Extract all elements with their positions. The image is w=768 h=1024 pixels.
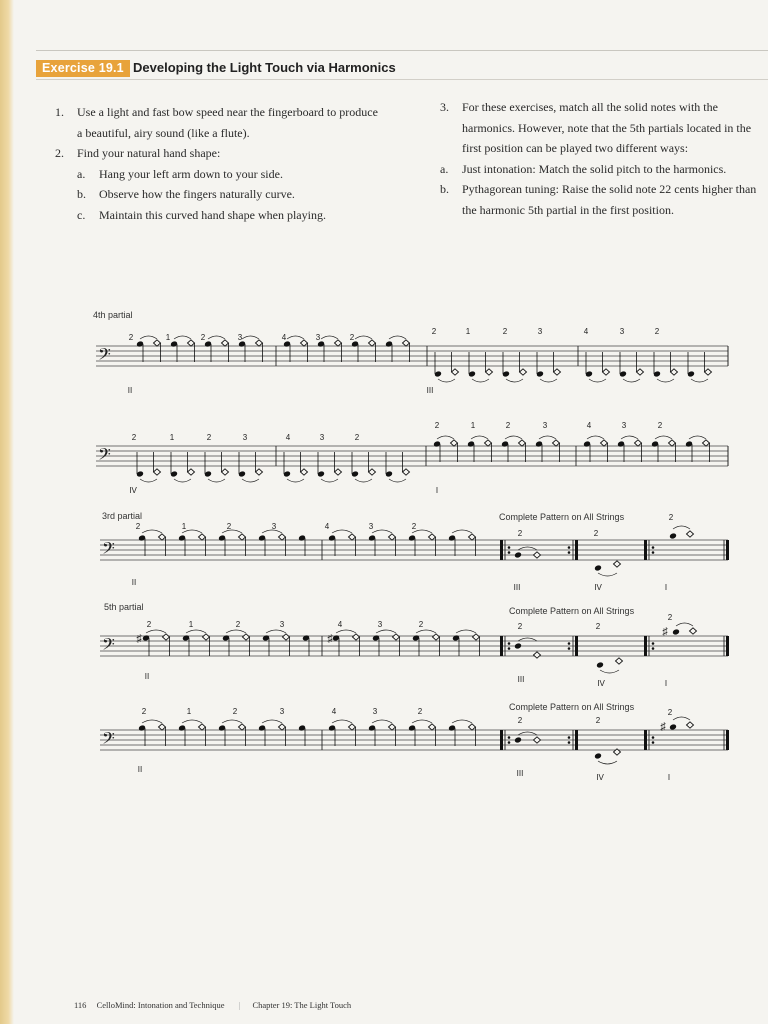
- slur: [518, 732, 537, 735]
- repeat-dot: [568, 741, 571, 744]
- fingering-number: 2: [502, 327, 508, 336]
- string-label-I: I: [664, 583, 668, 592]
- bass-clef-icon: 𝄢: [102, 636, 115, 658]
- note-harmonic: [554, 369, 561, 375]
- fingering-number: 4: [583, 327, 589, 336]
- note-harmonic: [520, 369, 527, 375]
- slur: [539, 436, 556, 439]
- note-harmonic: [687, 722, 694, 728]
- string-label-IV: IV: [597, 679, 605, 688]
- slur: [389, 479, 406, 482]
- fingering-number: 1: [470, 421, 476, 430]
- slur: [587, 436, 604, 439]
- slur: [655, 436, 672, 439]
- fingering-number: 2: [135, 522, 141, 531]
- sub-text: Maintain this curved hand shape when playing.: [99, 207, 326, 222]
- item-text: Find your natural hand shape:: [77, 146, 221, 160]
- repeat-dot: [508, 647, 511, 650]
- slur: [222, 720, 242, 723]
- slur: [372, 720, 392, 723]
- slur: [355, 479, 372, 482]
- pattern-fingering: 2: [593, 529, 599, 538]
- fingering-number: 3: [619, 327, 625, 336]
- note-harmonic: [163, 634, 170, 640]
- repeat-dot: [508, 741, 511, 744]
- slur: [673, 526, 690, 529]
- fingering-number: 3: [279, 620, 285, 629]
- label-3rd-partial: 3rd partial: [102, 511, 143, 521]
- pattern-fingering: 2: [667, 613, 673, 622]
- note-harmonic: [519, 440, 526, 446]
- sub-letter: a.: [77, 166, 86, 181]
- note-solid: [669, 533, 677, 540]
- slur: [182, 720, 202, 723]
- note-harmonic: [671, 369, 678, 375]
- string-label-II: II: [144, 672, 150, 681]
- note-solid: [596, 662, 604, 669]
- string-label-IV: IV: [596, 773, 604, 782]
- label-4th-partial: 4th partial: [93, 310, 133, 320]
- note-harmonic: [429, 534, 436, 540]
- note-solid: [669, 724, 677, 731]
- note-harmonic: [283, 634, 290, 640]
- note-harmonic: [534, 652, 541, 658]
- fingering-number: 3: [542, 421, 548, 430]
- final-barline: [726, 636, 729, 656]
- note-harmonic: [243, 634, 250, 640]
- book-title: CelloMind: Intonation and Technique: [96, 1000, 225, 1010]
- slur: [505, 436, 522, 439]
- slur: [186, 630, 206, 633]
- fingering-number: 2: [505, 421, 511, 430]
- fingering-number: 1: [465, 327, 471, 336]
- slur: [321, 336, 338, 339]
- fingering-number: 2: [232, 707, 238, 716]
- item-text: Use a light and fast bow speed near the fingerboard to produce a beautiful, airy sound (like a flute).: [77, 105, 378, 140]
- bass-clef-icon: 𝄢: [102, 540, 115, 562]
- pattern-fingering: 2: [667, 708, 673, 717]
- sub-letter: b.: [77, 187, 86, 201]
- note-harmonic: [199, 534, 206, 540]
- slur: [142, 720, 162, 723]
- note-harmonic: [256, 340, 263, 346]
- label-complete-pattern-2: Complete Pattern on All Strings: [509, 606, 635, 616]
- note-harmonic: [705, 369, 712, 375]
- string-label-III: III: [516, 769, 524, 778]
- slur: [691, 379, 708, 382]
- slur: [355, 336, 372, 339]
- note-harmonic: [335, 469, 342, 475]
- fingering-number: 4: [337, 620, 343, 629]
- slur: [676, 623, 693, 626]
- repeat-dot: [568, 546, 571, 549]
- fingering-number: 4: [285, 433, 291, 442]
- slur: [372, 530, 392, 533]
- note-harmonic: [403, 340, 410, 346]
- slur: [518, 547, 537, 550]
- fingering-number: 3: [368, 522, 374, 531]
- pattern-fingering: 2: [517, 622, 523, 631]
- slur: [471, 436, 488, 439]
- fingering-number: 2: [206, 433, 212, 442]
- repeat-dot: [568, 642, 571, 645]
- repeat-dot: [652, 647, 655, 650]
- note-harmonic: [353, 634, 360, 640]
- note-solid: [594, 565, 602, 572]
- fingering-number: 3: [271, 522, 277, 531]
- fingering-number: 2: [411, 522, 417, 531]
- note-harmonic: [669, 440, 676, 446]
- sub-text: Just intonation: Match the solid pitch to the harmonics.: [462, 161, 727, 176]
- slur: [332, 530, 352, 533]
- slur: [472, 379, 489, 382]
- item-text: For these exercises, match all the solid notes with the harmonics. However, note that the 5th partials located in the first position can be played two different ways:: [462, 100, 752, 155]
- note-harmonic: [690, 628, 697, 634]
- pattern-fingering: 2: [595, 622, 601, 631]
- sub-text: Pythagorean tuning: Raise the solid note 22 cents higher than the harmonic 5th partial in the first position.: [462, 182, 757, 217]
- pattern-fingering: 2: [517, 716, 523, 725]
- note-harmonic: [534, 737, 541, 743]
- note-harmonic: [452, 369, 459, 375]
- repeat-dot: [508, 551, 511, 554]
- note-harmonic: [429, 724, 436, 730]
- fingering-number: 2: [141, 707, 147, 716]
- slur: [452, 720, 472, 723]
- slur: [242, 479, 259, 482]
- note-harmonic: [188, 340, 195, 346]
- note-harmonic: [159, 724, 166, 730]
- sharp-icon: ♯: [136, 633, 142, 645]
- repeat-thick: [500, 730, 503, 750]
- string-label-I: I: [667, 773, 671, 782]
- bass-clef-icon: 𝄢: [98, 446, 111, 468]
- fingering-number: 2: [146, 620, 152, 629]
- string-label-III: III: [426, 386, 434, 395]
- repeat-thick: [500, 540, 503, 560]
- slur: [540, 379, 557, 382]
- slur: [623, 379, 640, 382]
- page-footer: [74, 1000, 359, 1010]
- fingering-number: 2: [131, 433, 137, 442]
- slur: [437, 436, 454, 439]
- slur: [389, 336, 406, 339]
- note-harmonic: [451, 440, 458, 446]
- note-solid: [514, 737, 522, 744]
- note-harmonic: [349, 724, 356, 730]
- slur: [689, 436, 706, 439]
- note-harmonic: [703, 440, 710, 446]
- fingering-number: 2: [654, 327, 660, 336]
- fingering-number: 1: [169, 433, 175, 442]
- sharp-icon: ♯: [662, 626, 668, 638]
- item-number: 3.: [440, 100, 449, 114]
- repeat-thick: [575, 540, 578, 560]
- sharp-icon: ♯: [327, 633, 333, 645]
- slur: [321, 479, 338, 482]
- fingering-number: 2: [354, 433, 360, 442]
- note-harmonic: [301, 340, 308, 346]
- repeat-thick: [644, 636, 647, 656]
- note-solid: [594, 753, 602, 760]
- note-harmonic: [637, 369, 644, 375]
- note-harmonic: [469, 724, 476, 730]
- note-harmonic: [279, 724, 286, 730]
- note-harmonic: [534, 552, 541, 558]
- slur: [657, 379, 674, 382]
- note-harmonic: [553, 440, 560, 446]
- repeat-dot: [652, 551, 655, 554]
- repeat-dot: [652, 741, 655, 744]
- slur: [242, 336, 259, 339]
- string-label-III: III: [513, 583, 521, 592]
- note-solid: [514, 552, 522, 559]
- note-harmonic: [279, 534, 286, 540]
- repeat-dot: [508, 736, 511, 739]
- slur: [438, 379, 455, 382]
- fingering-number: 3: [372, 707, 378, 716]
- repeat-dot: [508, 546, 511, 549]
- slur: [266, 630, 286, 633]
- label-5th-partial: 5th partial: [104, 602, 144, 612]
- repeat-thick: [575, 730, 578, 750]
- pattern-fingering: 2: [595, 716, 601, 725]
- slur: [142, 530, 162, 533]
- slur: [598, 573, 617, 576]
- sub-letter: c.: [77, 207, 86, 222]
- item-number: 2.: [55, 146, 64, 160]
- note-harmonic: [473, 634, 480, 640]
- fingering-number: 3: [537, 327, 543, 336]
- string-label-IV: IV: [594, 583, 602, 592]
- fingering-number: 3: [377, 620, 383, 629]
- final-barline: [726, 540, 729, 560]
- sub-text: Observe how the fingers naturally curve.: [99, 187, 295, 201]
- bass-clef-icon: 𝄢: [102, 730, 115, 752]
- final-barline: [726, 730, 729, 750]
- repeat-dot: [568, 736, 571, 739]
- fingering-number: 2: [128, 333, 134, 342]
- slur: [208, 336, 225, 339]
- page-number: 116: [74, 1000, 87, 1010]
- fingering-number: 2: [418, 620, 424, 629]
- chapter-title: Chapter 19: The Light Touch: [252, 1000, 352, 1010]
- slur: [332, 720, 352, 723]
- note-harmonic: [256, 469, 263, 475]
- string-label-II: II: [127, 386, 133, 395]
- fingering-number: 2: [200, 333, 206, 342]
- fingering-number: 2: [226, 522, 232, 531]
- note-harmonic: [369, 469, 376, 475]
- note-harmonic: [393, 634, 400, 640]
- repeat-thick: [644, 540, 647, 560]
- fingering-number: 4: [324, 522, 330, 531]
- note-harmonic: [389, 534, 396, 540]
- fingering-number: 1: [186, 707, 192, 716]
- slur: [416, 630, 436, 633]
- slur: [336, 630, 356, 633]
- bass-clef-icon: 𝄢: [98, 346, 111, 368]
- string-label-I: I: [435, 486, 439, 495]
- slur: [174, 479, 191, 482]
- slur: [208, 479, 225, 482]
- slur: [621, 436, 638, 439]
- note-harmonic: [369, 340, 376, 346]
- string-label-II: II: [137, 765, 143, 774]
- slur: [174, 336, 191, 339]
- sub-letter: a.: [440, 161, 449, 176]
- fingering-number: 3: [242, 433, 248, 442]
- note-harmonic: [154, 340, 161, 346]
- note-harmonic: [335, 340, 342, 346]
- slur: [506, 379, 523, 382]
- note-harmonic: [433, 634, 440, 640]
- string-label-III: III: [517, 675, 525, 684]
- note-harmonic: [485, 440, 492, 446]
- string-label-IV: IV: [129, 486, 137, 495]
- fingering-number: 2: [657, 421, 663, 430]
- sharp-icon: ♯: [660, 721, 666, 733]
- exercise-badge: Exercise 19.1: [36, 60, 130, 77]
- footer-separator: |: [238, 1000, 241, 1010]
- slur: [146, 630, 166, 633]
- repeat-dot: [508, 642, 511, 645]
- note-harmonic: [389, 724, 396, 730]
- note-harmonic: [159, 534, 166, 540]
- fingering-number: 1: [181, 522, 187, 531]
- repeat-dot: [652, 546, 655, 549]
- note-harmonic: [222, 469, 229, 475]
- slur: [452, 530, 472, 533]
- note-harmonic: [349, 534, 356, 540]
- fingering-number: 2: [431, 327, 437, 336]
- slur: [412, 720, 432, 723]
- fingering-number: 2: [434, 421, 440, 430]
- repeat-thick: [575, 636, 578, 656]
- slur: [222, 530, 242, 533]
- string-label-II: II: [131, 578, 137, 587]
- note-harmonic: [203, 634, 210, 640]
- repeat-thick: [644, 730, 647, 750]
- fingering-number: 3: [237, 333, 243, 342]
- note-harmonic: [603, 369, 610, 375]
- slur: [598, 761, 617, 764]
- item-number: 1.: [55, 105, 64, 119]
- fingering-number: 2: [235, 620, 241, 629]
- repeat-dot: [652, 736, 655, 739]
- note-harmonic: [239, 534, 246, 540]
- note-harmonic: [188, 469, 195, 475]
- repeat-dot: [568, 551, 571, 554]
- note-harmonic: [616, 658, 623, 664]
- note-harmonic: [239, 724, 246, 730]
- note-harmonic: [601, 440, 608, 446]
- note-harmonic: [486, 369, 493, 375]
- note-harmonic: [469, 534, 476, 540]
- slur: [518, 638, 537, 641]
- sub-text: Hang your left arm down to your side.: [99, 166, 283, 181]
- slur: [376, 630, 396, 633]
- note-solid: [672, 629, 680, 636]
- fingering-number: 3: [319, 433, 325, 442]
- note-harmonic: [687, 531, 694, 537]
- note-harmonic: [403, 469, 410, 475]
- note-solid: [514, 643, 522, 650]
- fingering-number: 4: [331, 707, 337, 716]
- fingering-number: 1: [165, 333, 171, 342]
- slur: [287, 336, 304, 339]
- slur: [589, 379, 606, 382]
- fingering-number: 2: [417, 707, 423, 716]
- note-harmonic: [635, 440, 642, 446]
- fingering-number: 4: [281, 333, 287, 342]
- slur: [673, 717, 690, 720]
- note-harmonic: [199, 724, 206, 730]
- fingering-number: 3: [279, 707, 285, 716]
- slur: [140, 336, 157, 339]
- slur: [226, 630, 246, 633]
- sub-letter: b.: [440, 182, 449, 196]
- slur: [287, 479, 304, 482]
- fingering-number: 3: [621, 421, 627, 430]
- note-harmonic: [614, 561, 621, 567]
- fingering-number: 3: [315, 333, 321, 342]
- slur: [262, 720, 282, 723]
- label-complete-pattern-1: Complete Pattern on All Strings: [499, 512, 625, 522]
- string-label-I: I: [664, 679, 668, 688]
- slur: [600, 670, 619, 673]
- exercise-title: Developing the Light Touch via Harmonics: [133, 60, 396, 75]
- note-harmonic: [154, 469, 161, 475]
- repeat-thick: [500, 636, 503, 656]
- fingering-number: 2: [349, 333, 355, 342]
- repeat-dot: [568, 647, 571, 650]
- fingering-number: 4: [586, 421, 592, 430]
- note-harmonic: [222, 340, 229, 346]
- fingering-number: 1: [188, 620, 194, 629]
- note-harmonic: [301, 469, 308, 475]
- slur: [456, 630, 476, 633]
- repeat-dot: [652, 642, 655, 645]
- pattern-fingering: 2: [517, 529, 523, 538]
- pattern-fingering: 2: [668, 513, 674, 522]
- slur: [140, 479, 157, 482]
- label-complete-pattern-3: Complete Pattern on All Strings: [509, 702, 635, 712]
